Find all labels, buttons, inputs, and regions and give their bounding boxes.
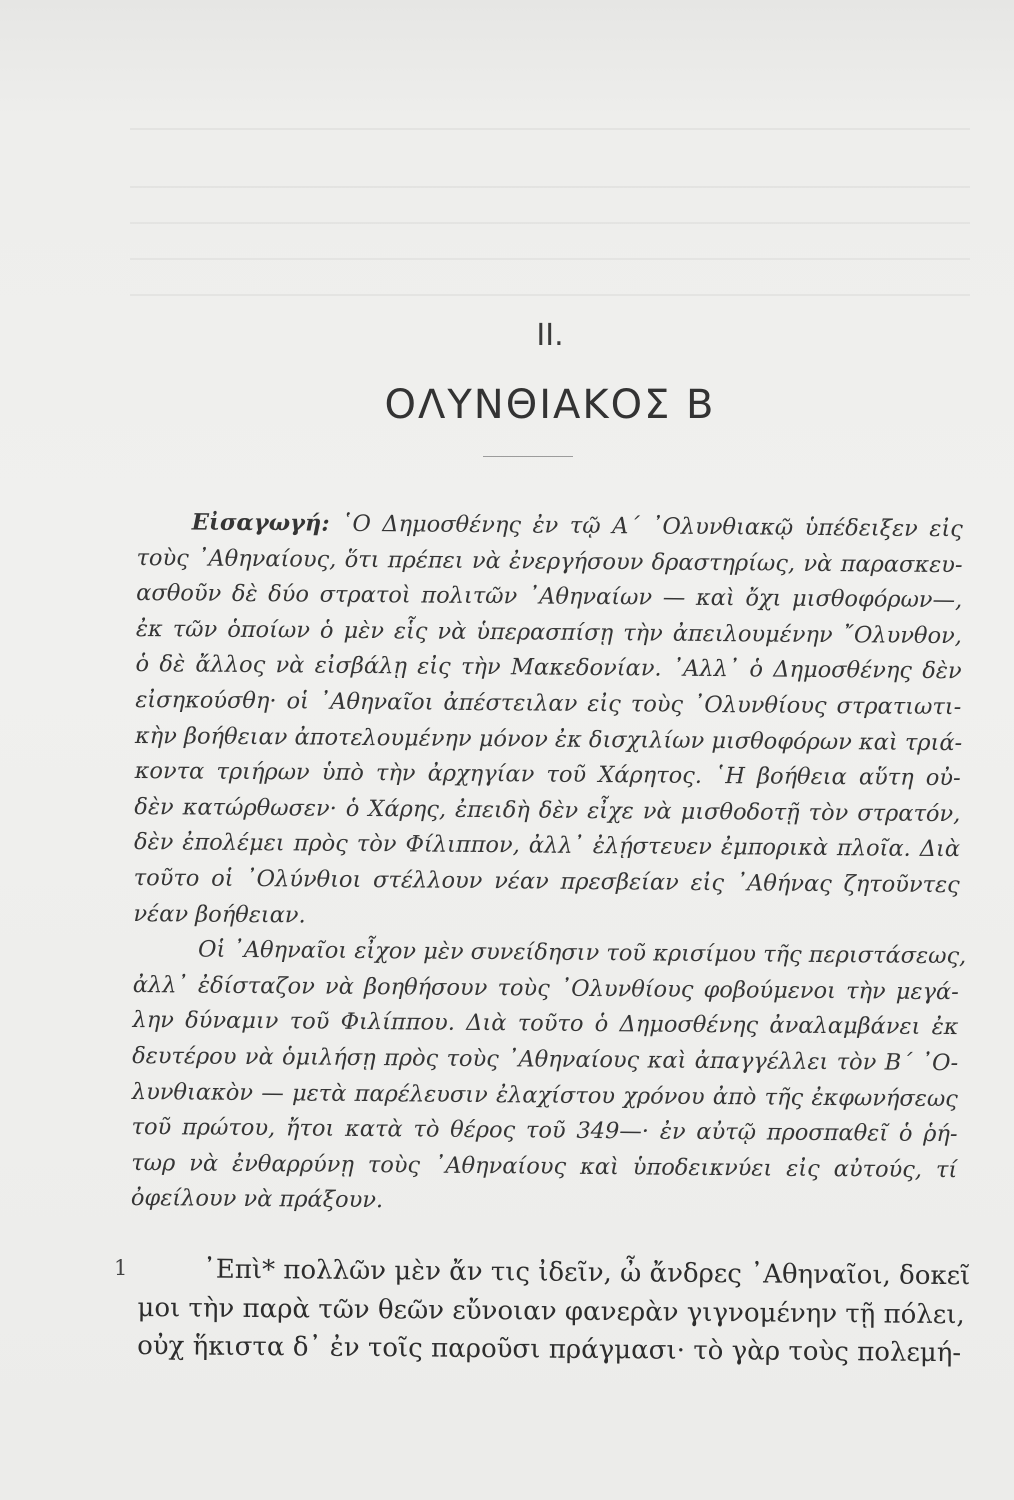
intro-line: ὀφείλουν νὰ πράξουν.	[130, 1185, 384, 1214]
text-line: ᾿Επὶ* πολλῶν μὲν ἄν τις ἰδεῖν, ὦ ἄνδρες ᾿Αθηναῖοι, δοκεῖ	[202, 1254, 971, 1292]
intro-line: λυνθιακὸν — μετὰ παρέλευσιν ἐλαχίστου χρόνου ἀπὸ τῆς ἐκφωνήσεως	[131, 1078, 958, 1112]
intro-line: ὁ δὲ ἄλλος νὰ εἰσβάλῃ εἰς τὴν Μακεδονίαν. ᾿Αλλ᾽ ὁ Δημοσθένης δὲν	[135, 651, 962, 685]
intro-line: ασθοῦν δὲ δύο στρατοὶ πολιτῶν ᾿Αθηναίων — καὶ ὄχι μισθοφόρων—,	[136, 580, 963, 614]
intro-line: κὴν βοήθειαν ἀποτελουμένην μόνον ἐκ δισχιλίων μισθοφόρων καὶ τριά-	[134, 722, 963, 756]
intro-line: δευτέρου νὰ ὁμιλήσῃ πρὸς τοὺς ᾿Αθηναίους καὶ ἀπαγγέλλει τὸν Β΄ ᾿Ο-	[132, 1042, 959, 1077]
intro-line: ἐκ τῶν ὁποίων ὁ μὲν εἷς νὰ ὑπερασπίσῃ τὴν ἀπειλουμένην ῎Ολυνθον,	[135, 615, 963, 649]
intro-line: ἀλλ᾽ ἐδίσταζον νὰ βοηθήσουν τοὺς ᾿Ολυνθίους φοβούμενοι τὴν μεγά-	[132, 971, 959, 1005]
intro-label: Εἰσαγωγή:	[191, 509, 330, 537]
intro-line: τοῦ πρώτου, ἤτοι κατὰ τὸ θέρος τοῦ 349—· ἐν αὐτῷ προσπαθεῖ ὁ ῥή-	[131, 1114, 958, 1148]
intro-line: Οἱ ᾿Αθηναῖοι εἶχον μὲν συνείδησιν τοῦ κρισίμου τῆς περιστάσεως,	[198, 936, 967, 970]
chapter-number: II.	[536, 318, 564, 353]
intro-line: δὲν ἐπολέμει πρὸς τὸν Φίλιππον, ἀλλ᾽ ἐλῄστευεν ἐμπορικὰ πλοῖα. Διὰ	[133, 829, 961, 863]
introduction	[130, 505, 967, 1224]
intro-line: τωρ νὰ ἐνθαρρύνῃ τοὺς ᾿Αθηναίους καὶ ὑποδεικνύει εἰς αὐτούς, τί	[131, 1149, 958, 1183]
bleed-through-line	[130, 258, 970, 260]
intro-line: λην δύναμιν τοῦ Φιλίππου. Διὰ τοῦτο ὁ Δημοσθένης ἀναλαμβάνει ἐκ	[132, 1007, 959, 1041]
section-line-number: 1	[114, 1256, 128, 1280]
title-divider	[483, 456, 573, 457]
greek-text	[137, 1250, 971, 1373]
bleed-through-line	[130, 222, 970, 224]
intro-line: τοὺς ᾿Αθηναίους, ὅτι πρέπει νὰ ἐνεργήσουν δραστηρίως, νὰ παρασκευ-	[136, 544, 963, 578]
text-line: μοι τὴν παρὰ τῶν θεῶν εὔνοιαν φανερὰν γιγνομένην τῇ πόλει,	[137, 1292, 965, 1330]
intro-line: εἰσηκούσθη· οἱ ᾿Αθηναῖοι ἀπέστειλαν εἰς τοὺς ᾿Ολυνθίους στρατιωτι-	[135, 686, 962, 721]
intro-line: τοῦτο οἱ ᾿Ολύνθιοι στέλλουν νέαν πρεσβείαν εἰς ᾿Αθήνας ζητοῦντες	[133, 864, 960, 899]
intro-line: κοντα τριήρων ὑπὸ τὴν ἀρχηγίαν τοῦ Χάρητος. ῾Η βοήθεια αὕτη οὐ-	[134, 758, 961, 792]
text-line: οὐχ ἥκιστα δ᾽ ἐν τοῖς παροῦσι πράγμασι· τὸ γὰρ τοὺς πολεμή-	[137, 1330, 962, 1369]
bleed-through-line	[130, 128, 970, 130]
chapter-title: ΟΛΥΝΘΙΑΚΟΣ Β	[384, 382, 716, 428]
intro-line: νέαν βοήθειαν.	[133, 900, 306, 929]
intro-line: δὲν κατώρθωσεν· ὁ Χάρης, ἐπειδὴ δὲν εἶχε νὰ μισθοδοτῇ τὸν στρατόν,	[134, 793, 961, 827]
intro-line: Εἰσαγωγή: ῾Ο Δημοσθένης ἐν τῷ Α΄ ᾿Ολυνθιακῷ ὑπέδειξεν εἰς	[191, 509, 963, 543]
bleed-through-line	[130, 186, 970, 188]
bleed-through-line	[130, 294, 970, 296]
